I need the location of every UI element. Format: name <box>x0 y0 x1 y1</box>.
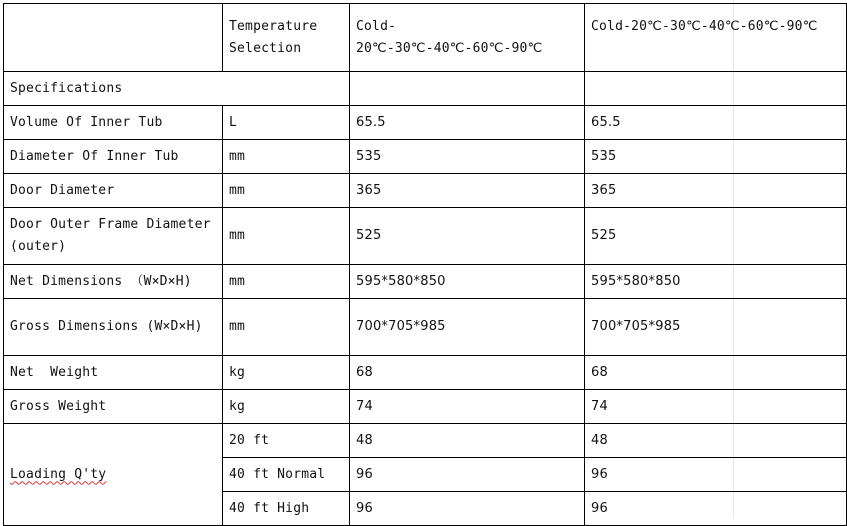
loading-value-a: 96 <box>350 492 585 526</box>
row-value-a: 365 <box>350 174 585 208</box>
table-row <box>4 356 847 390</box>
row-value-b: 535 <box>585 140 847 174</box>
row-value-a: 68 <box>350 356 585 390</box>
row-value-a: 700*705*985 <box>350 299 585 356</box>
loading-unit: 40 ft High <box>223 492 350 526</box>
header-empty-cell <box>4 4 223 72</box>
row-unit: mm <box>223 174 350 208</box>
row-value-b: 65.5 <box>585 106 847 140</box>
row-unit: kg <box>223 356 350 390</box>
table-row <box>4 299 847 356</box>
loading-value-a: 48 <box>350 424 585 458</box>
row-value-a: 65.5 <box>350 106 585 140</box>
row-unit: kg <box>223 390 350 424</box>
row-unit: mm <box>223 299 350 356</box>
loading-unit: 20 ft <box>223 424 350 458</box>
temperature-selection-header: Temperature Selection <box>223 4 350 72</box>
loading-quantity-label <box>4 424 223 526</box>
table-cell <box>585 72 847 106</box>
table-row <box>4 424 847 458</box>
loading-value-b: 96 <box>585 492 847 526</box>
row-value-b: 68 <box>585 356 847 390</box>
row-value-b: 525 <box>585 208 847 265</box>
row-label: Door Diameter <box>4 174 223 208</box>
table-row <box>4 174 847 208</box>
loading-unit: 40 ft Normal <box>223 458 350 492</box>
table-row <box>4 106 847 140</box>
row-value-a: 535 <box>350 140 585 174</box>
specifications-label: Specifications <box>4 72 350 106</box>
row-label: Gross Dimensions (W×D×H) <box>4 299 223 356</box>
row-label: Diameter Of Inner Tub <box>4 140 223 174</box>
loading-value-b: 96 <box>585 458 847 492</box>
row-value-a: 74 <box>350 390 585 424</box>
row-unit: mm <box>223 265 350 299</box>
row-value-b: 74 <box>585 390 847 424</box>
model-b-header: Cold-20℃-30℃-40℃-60℃-90℃ <box>585 4 847 72</box>
table-row <box>4 265 847 299</box>
loading-quantity-text: Loading Q'ty <box>10 466 107 482</box>
table-row <box>4 208 847 265</box>
loading-value-a: 96 <box>350 458 585 492</box>
row-label: Gross Weight <box>4 390 223 424</box>
row-label: Volume Of Inner Tub <box>4 106 223 140</box>
table-row <box>4 72 847 106</box>
table-header-row <box>4 4 847 72</box>
row-value-a: 595*580*850 <box>350 265 585 299</box>
row-label: Door Outer Frame Diameter (outer) <box>4 208 223 265</box>
table-cell <box>350 72 585 106</box>
row-label: Net Dimensions （W×D×H) <box>4 265 223 299</box>
table-row <box>4 140 847 174</box>
row-unit: L <box>223 106 350 140</box>
row-value-b: 595*580*850 <box>585 265 847 299</box>
row-unit: mm <box>223 140 350 174</box>
loading-value-b: 48 <box>585 424 847 458</box>
row-value-a: 525 <box>350 208 585 265</box>
row-label: Net Weight <box>4 356 223 390</box>
row-value-b: 700*705*985 <box>585 299 847 356</box>
specifications-table <box>3 3 847 526</box>
row-unit: mm <box>223 208 350 265</box>
model-a-header: Cold-20℃-30℃-40℃-60℃-90℃ <box>350 4 585 72</box>
table-row <box>4 390 847 424</box>
row-value-b: 365 <box>585 174 847 208</box>
